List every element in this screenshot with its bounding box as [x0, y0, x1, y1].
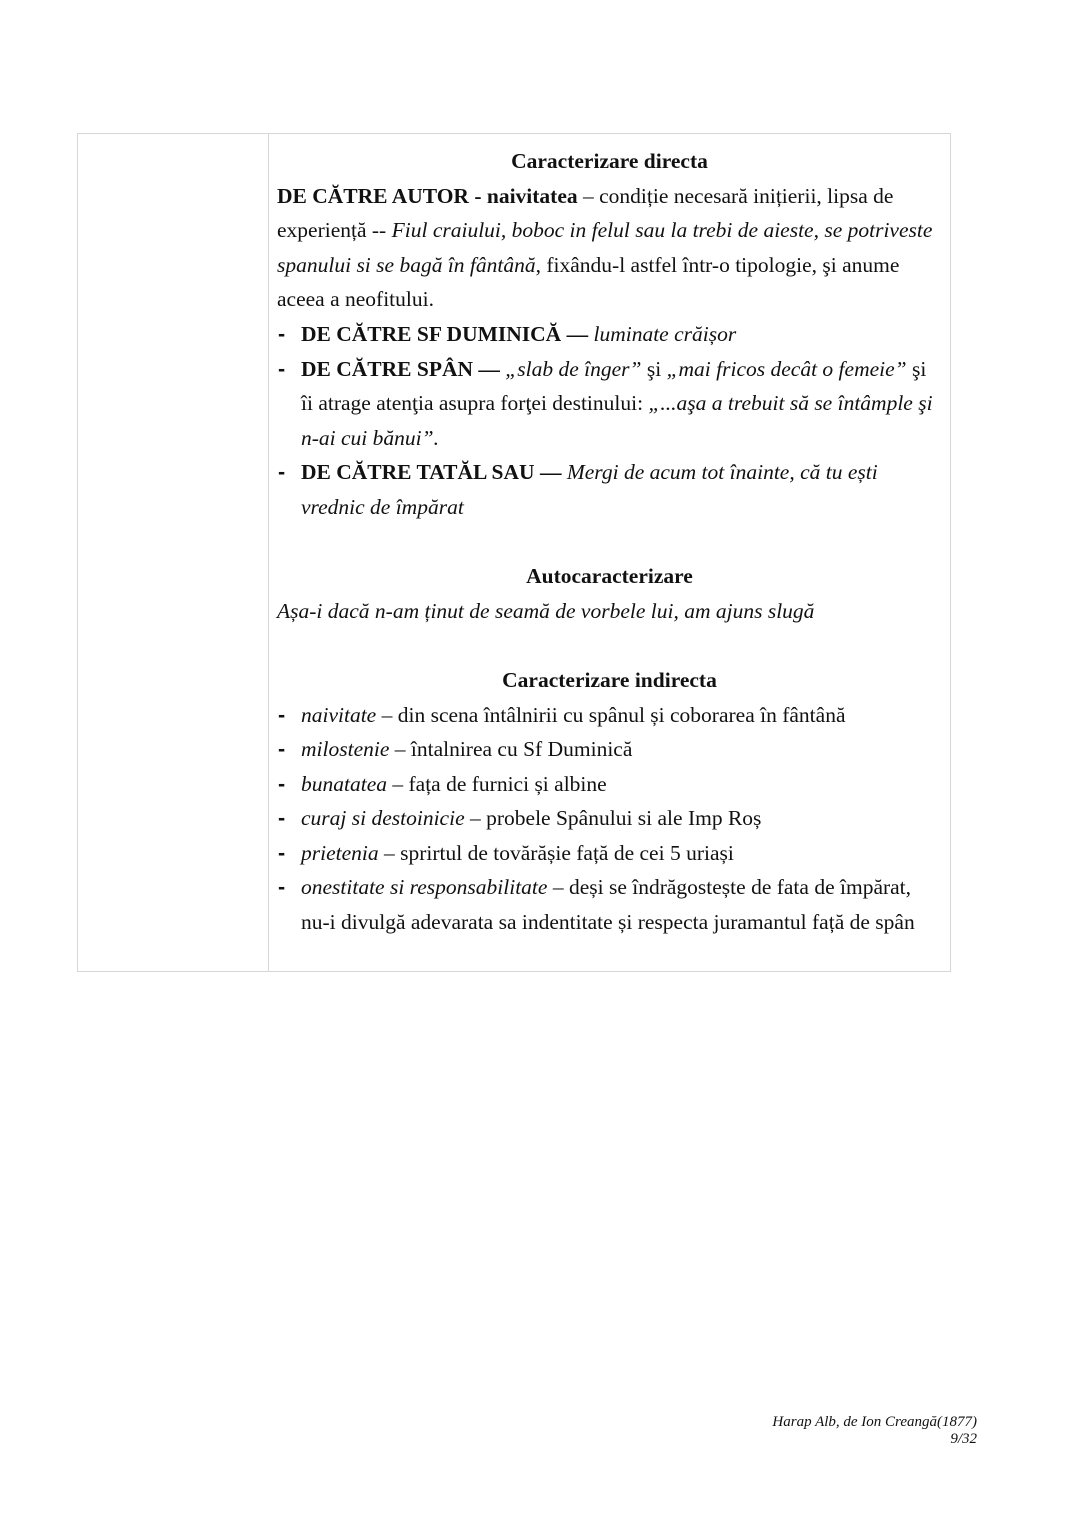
content-table [77, 133, 951, 972]
heading-caracterizare-indirecta: Caracterizare indirecta [502, 667, 717, 692]
dash-marker: - [278, 875, 286, 900]
list-item: - DE CĂTRE SF DUMINICĂ — luminate crăișor [277, 317, 942, 352]
dash-marker: - [278, 460, 286, 485]
list-item: - bunatatea – fața de furnici și albine [277, 767, 942, 802]
list-item: - naivitate – din scena întâlnirii cu spânul și coborarea în fântână [277, 698, 942, 733]
table-left-cell [78, 134, 269, 971]
heading-caracterizare-directa: Caracterizare directa [511, 149, 708, 173]
list-item: - prietenia – sprirtul de tovărășie față de cei 5 uriași [277, 836, 942, 871]
dash-marker: - [278, 806, 286, 831]
dash-marker: - [278, 702, 286, 727]
table-right-cell [269, 134, 950, 971]
dash-marker: - [278, 737, 286, 762]
dash-marker: - [278, 356, 286, 381]
paragraph-autor: DE CĂTRE AUTOR - naivitatea – condiție necesară inițierii, lipsa de experiență -- Fiul craiului, boboc in felul sau la trebi de aieste, se potriveste spanului si se bagă în fântână, fixându-l astfel într-o tipologie, şi anume aceea a neofitului. [277, 183, 933, 312]
heading-autocaracterizare: Autocaracterizare [526, 564, 693, 589]
list-item: - DE CĂTRE SPÂN — „slab de înger” şi „mai fricos decât o femeie” şi îi atrage atenţia asupra forţei destinului: „...aşa a trebuit să se întâmple şi n-ai cui bănui”. [277, 352, 942, 456]
page-number: 9/32 [950, 1431, 977, 1447]
page-footer [772, 1414, 977, 1448]
dash-marker: - [278, 321, 286, 346]
list-item: - curaj si destoinicie – probele Spânului si ale Imp Roș [277, 801, 942, 836]
dash-marker: - [278, 840, 286, 865]
dash-marker: - [278, 771, 286, 796]
quote-autor: Fiul craiului, boboc in felul sau la trebi de aieste, se potriveste spanului si se bagă în fântână [277, 218, 933, 277]
footer-title: Harap Alb, de Ion Creangă(1877) [772, 1414, 977, 1430]
paragraph-autocaracterizare: Așa-i dacă n-am ținut de seamă de vorbele lui, am ajuns slugă [277, 598, 815, 623]
list-item: - DE CĂTRE TATĂL SAU — Mergi de acum tot înainte, că tu ești vrednic de împărat [277, 455, 942, 524]
list-item: - milostenie – întalnirea cu Sf Duminică [277, 732, 942, 767]
list-item: - onestitate si responsabilitate – deși se îndrăgostește de fata de împărat, nu-i divulgă adevarata sa indentitate și respecta juramantul față de spân [277, 870, 942, 939]
label-autor: DE CĂTRE AUTOR - naivitatea [277, 183, 578, 208]
